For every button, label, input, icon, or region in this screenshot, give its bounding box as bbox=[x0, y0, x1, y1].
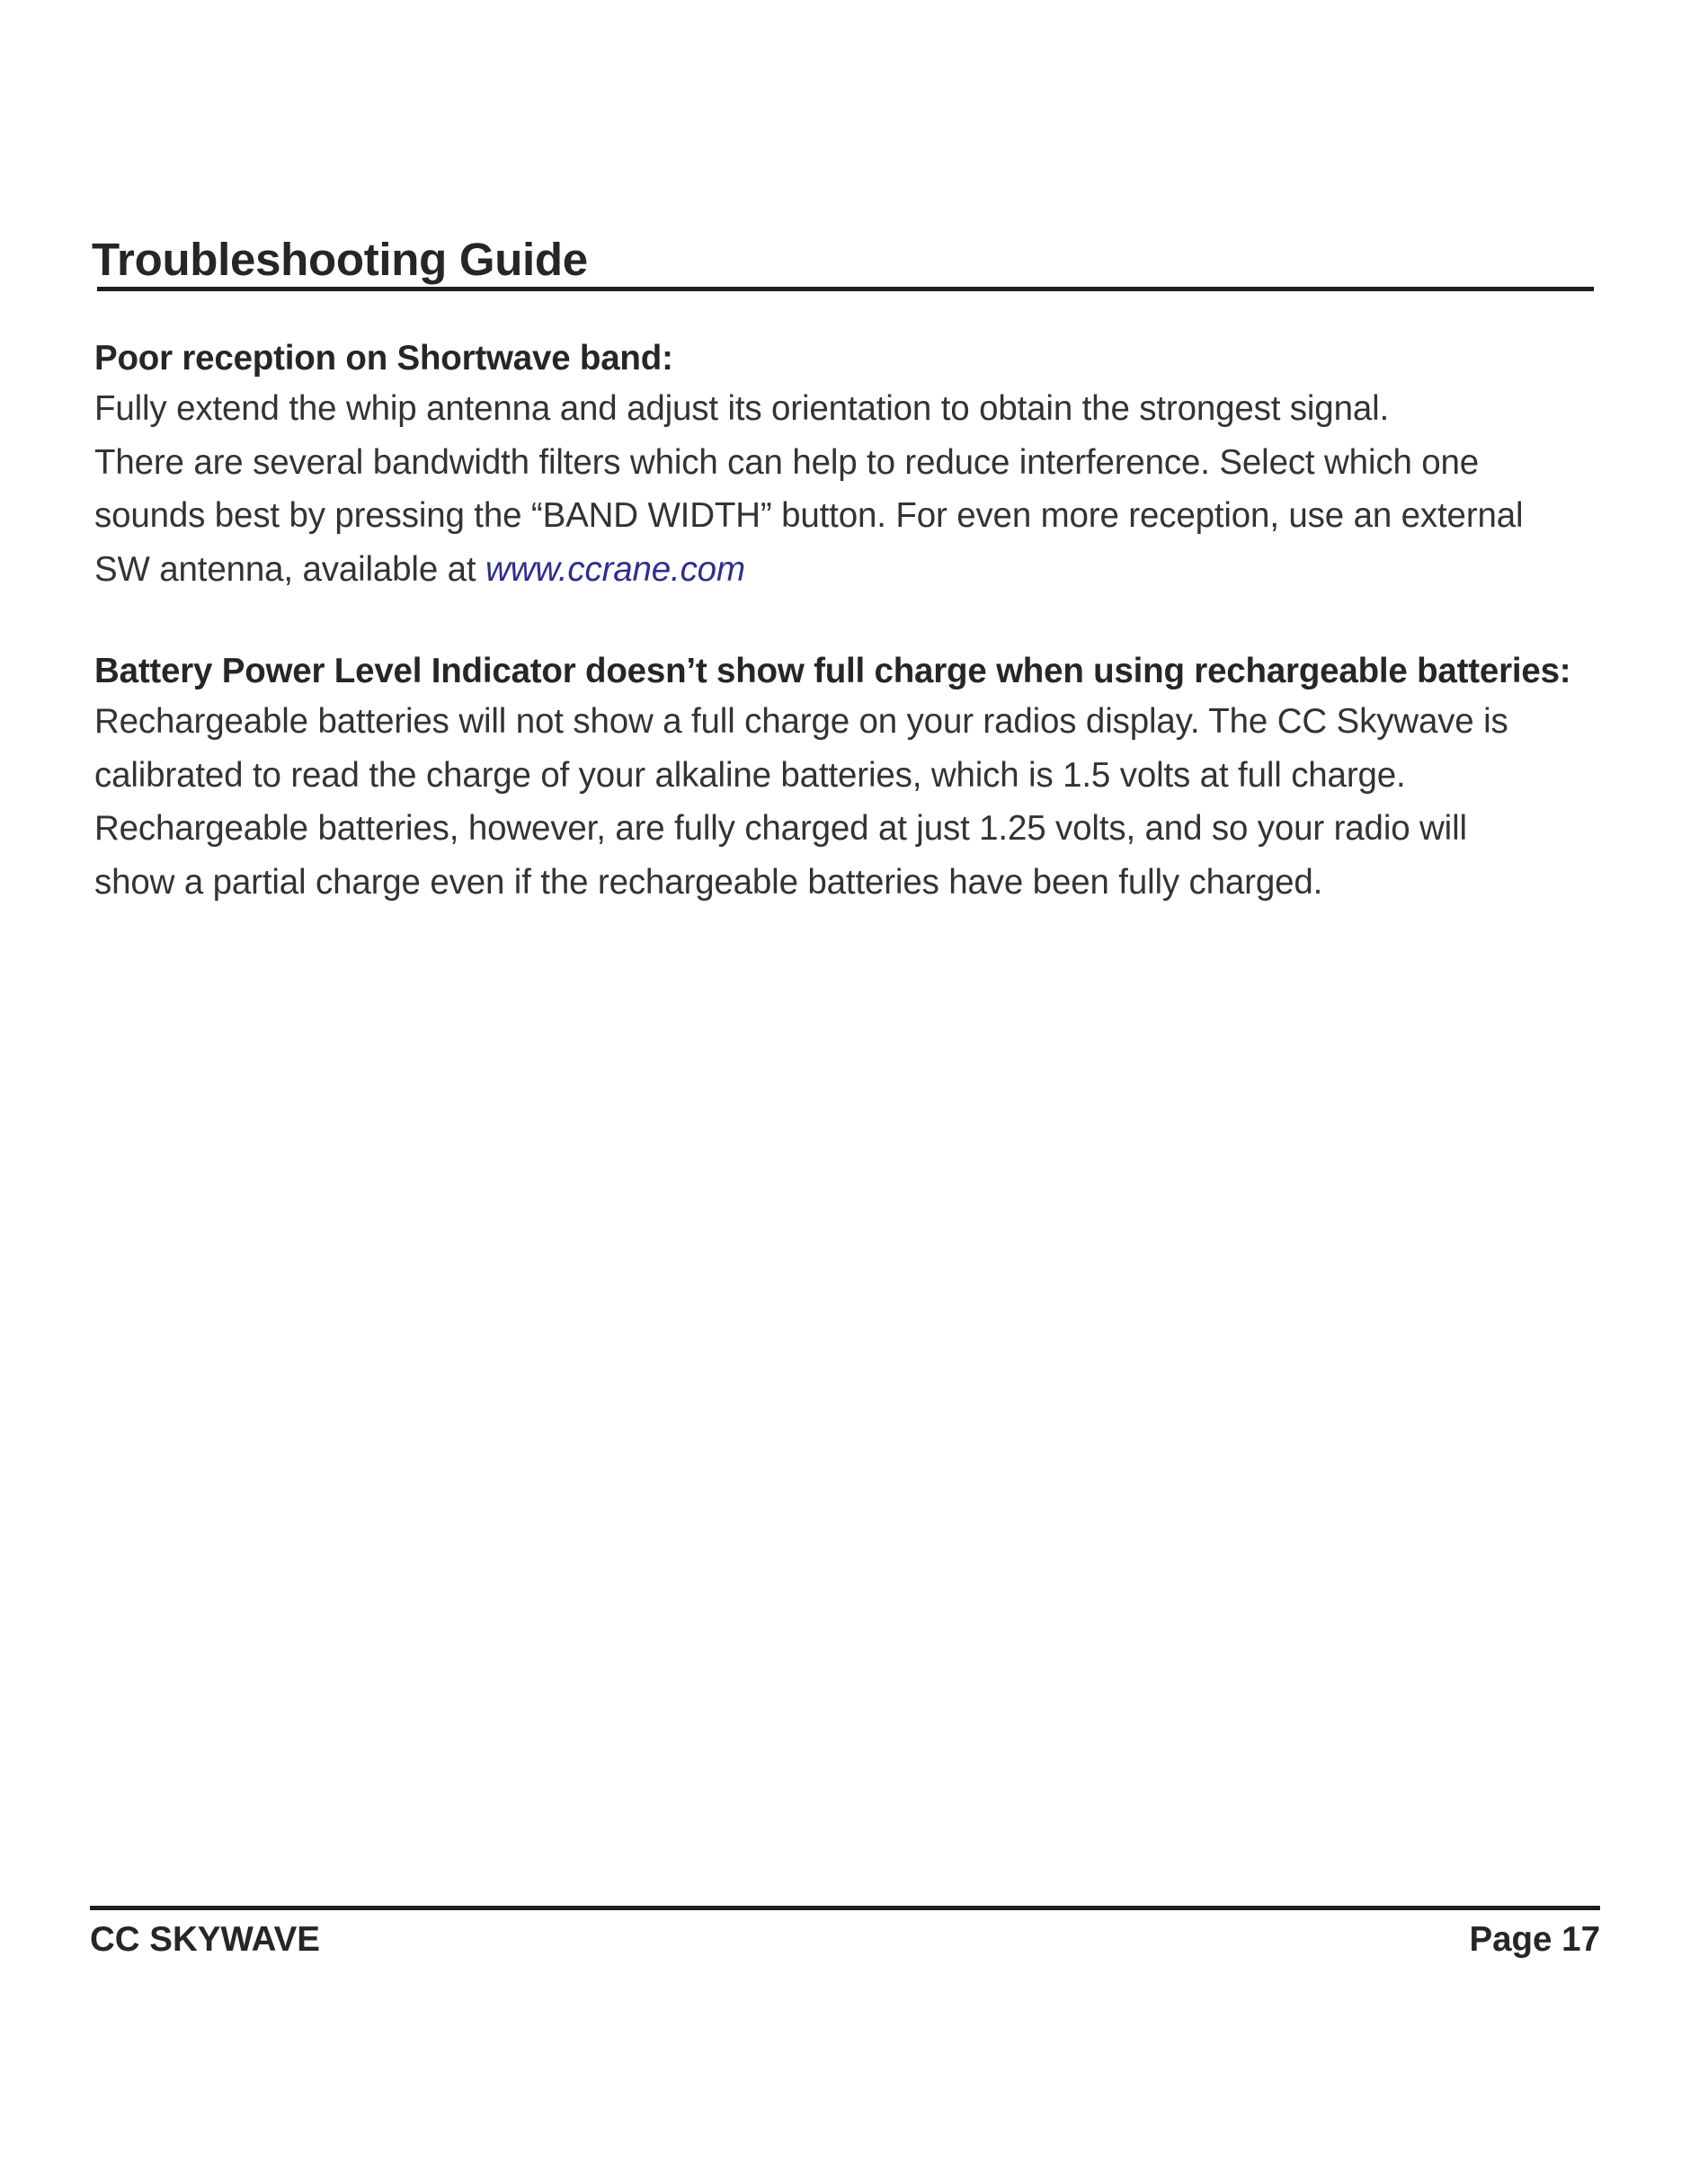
footer-page-number: Page 17 bbox=[1469, 1920, 1600, 1959]
section-battery-indicator bbox=[94, 648, 1605, 909]
footer-rule bbox=[90, 1906, 1600, 1910]
body-line: sounds best by pressing the “BAND WIDTH” button. For even more reception, use an external bbox=[94, 496, 1524, 535]
page-title: Troubleshooting Guide bbox=[92, 234, 588, 285]
page-header bbox=[92, 232, 1594, 288]
section-shortwave-reception bbox=[94, 335, 1605, 596]
body-line-prefix: SW antenna, available at bbox=[94, 549, 485, 589]
section-heading: Battery Power Level Indicator doesn’t show full charge when using rechargeable batteries: bbox=[94, 652, 1571, 690]
page-footer bbox=[90, 1906, 1600, 1962]
website-link[interactable]: www.ccrane.com bbox=[485, 549, 745, 589]
footer-product-name: CC SKYWAVE bbox=[90, 1920, 320, 1959]
body-line: Rechargeable batteries will not show a full charge on your radios display. The CC Skywave is bbox=[94, 702, 1508, 741]
body-line: Rechargeable batteries, however, are fully charged at just 1.25 volts, and so your radio will bbox=[94, 809, 1467, 848]
footer-row bbox=[90, 1917, 1600, 1962]
title-underline bbox=[97, 287, 1594, 291]
page-content bbox=[94, 335, 1605, 961]
body-line: Fully extend the whip antenna and adjust its orientation to obtain the strongest signal. bbox=[94, 389, 1390, 428]
body-line: show a partial charge even if the rechargeable batteries have been fully charged. bbox=[94, 862, 1323, 902]
body-line-with-link bbox=[94, 543, 1605, 597]
section-heading: Poor reception on Shortwave band: bbox=[94, 339, 673, 378]
body-line: calibrated to read the charge of your alkaline batteries, which is 1.5 volts at full charge. bbox=[94, 755, 1406, 795]
body-line: There are several bandwidth filters which can help to reduce interference. Select which one bbox=[94, 442, 1480, 482]
